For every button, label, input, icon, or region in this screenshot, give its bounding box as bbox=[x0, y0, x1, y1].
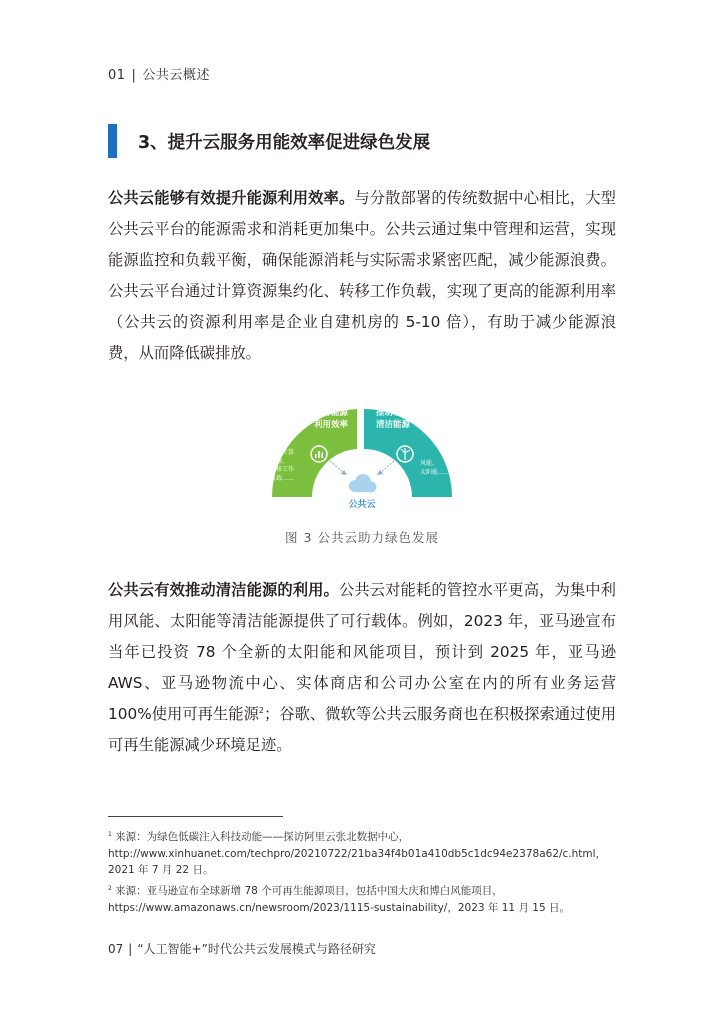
report-title: “人工智能+”时代公共云发展模式与路径研究 bbox=[137, 942, 376, 956]
footnote-2-url[interactable]: https://www.amazonaws.cn/newsroom/2023/1115-sustainability/ bbox=[108, 901, 448, 914]
paragraph-2-body-a: 公共云对能耗的管控水平更高，为集中利用风能、太阳能等清洁能源提供了可行载体。例如，2023 年，亚马逊宣布当年已投资 78 个全新的太阳能和风能项目，预计到 2025 年，亚马逊 AWS、亚马逊物流中心、实体商店和公司办公室在内的所有业务运营 100%使用可再生能源 bbox=[108, 581, 616, 723]
left-sector-detail: 聚集计算 资源、 转移工作 负载…… bbox=[270, 449, 295, 482]
left-sector-title: 提升能源 利用效率 bbox=[313, 408, 348, 430]
footnote-divider bbox=[108, 816, 283, 817]
paragraph-energy-efficiency bbox=[108, 183, 616, 369]
page-header bbox=[108, 64, 210, 83]
right-arrow bbox=[380, 461, 394, 473]
figure-caption: 图 3 公共云助力绿色发展 bbox=[285, 530, 439, 545]
footnote-2: $^2$ 来源：亚马逊宣布全球新增 78 个可再生能源项目，包括中国大庆和博白风能项目， https://www.amazonaws.cn/newsroom/2023/1115-sustainability/，2023 年 11 月 15 日。 bbox=[108, 885, 570, 914]
footnote-1: $^1$ 来源：为绿色低碳注入科技动能——探访阿里云张北数据中心， http://www.xinhuanet.com/techpro/20210722/21ba34f4b01a410db5c1dc94e2378a62/c.html，2021 年 7 月 22 日。 bbox=[108, 831, 607, 876]
footnote-1-url[interactable]: http://www.xinhuanet.com/techpro/20210722/21ba34f4b01a410db5c1dc94e2378a62/c.html bbox=[108, 847, 596, 860]
paragraph-2-body-b: ；谷歌、微软等公共云服务商也在积极探索通过使用可再生能源减少环境足迹。 bbox=[108, 705, 616, 754]
center-label: 公共云 bbox=[348, 500, 376, 510]
paragraph-1-body: 与分散部署的传统数据中心相比，大型公共云平台的能源需求和消耗更加集中。公共云通过集中管理和运营，实现能源监控和负载平衡，确保能源消耗与实际需求紧密匹配，减少能源浪费。公共云平台通过计算资源集约化、转移工作负载，实现了更高的能源利用率（公共云的资源利用率是企业自建机房的 5-10 倍），有助于减少能源浪费，从而降低碳排放。 bbox=[108, 189, 616, 362]
figure-green-development bbox=[262, 385, 462, 515]
page-number: 07 bbox=[108, 942, 124, 956]
paragraph-2-lead: 公共云有效推动清洁能源的利用。 bbox=[108, 581, 339, 599]
right-sector-title: 推动利用 清洁能源 bbox=[375, 408, 410, 430]
header-chapter-title: 公共云概述 bbox=[142, 68, 210, 83]
section-heading-bar bbox=[108, 124, 117, 158]
page-footer bbox=[108, 940, 376, 957]
right-sector-detail: 风能、 太阳能…… bbox=[420, 460, 451, 476]
header-chapter-number: 01 bbox=[108, 68, 126, 83]
footer-separator: | bbox=[128, 942, 133, 956]
paragraph-clean-energy bbox=[108, 575, 616, 761]
header-separator: | bbox=[131, 68, 137, 83]
footnote-ref-2: 2 bbox=[258, 706, 264, 715]
cloud-icon bbox=[349, 474, 377, 493]
paragraph-1-lead: 公共云能够有效提升能源利用效率。 bbox=[108, 189, 355, 207]
section-title: 3、提升云服务用能效率促进绿色发展 bbox=[138, 133, 431, 153]
left-arrow bbox=[330, 461, 344, 473]
